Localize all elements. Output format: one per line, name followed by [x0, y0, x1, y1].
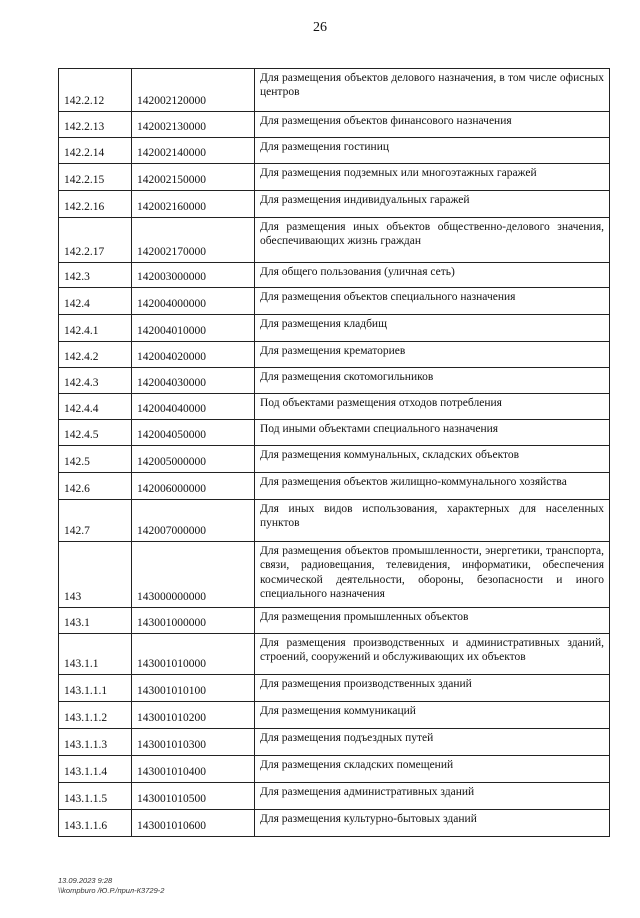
row-description: Для размещения кладбищ [255, 315, 610, 342]
row-code: 142.4.3 [59, 368, 132, 394]
row-description: Для размещения иных объектов общественно-делового значения, обеспечивающих жизнь граждан [255, 218, 610, 263]
table-row [59, 69, 610, 112]
row-code: 143.1 [59, 608, 132, 634]
row-number: 142004030000 [132, 368, 255, 394]
row-description: Для размещения коммунальных, складских объектов [255, 446, 610, 473]
table-row [59, 315, 610, 342]
row-number: 143001010600 [132, 810, 255, 837]
row-description: Для иных видов использования, характерных для населенных пунктов [255, 500, 610, 542]
row-description: Для размещения производственных зданий [255, 675, 610, 702]
row-code: 142.2.15 [59, 164, 132, 191]
table-row [59, 138, 610, 164]
row-code: 143.1.1.5 [59, 783, 132, 810]
table-row [59, 608, 610, 634]
row-code: 142.7 [59, 500, 132, 542]
row-code: 142.4.1 [59, 315, 132, 342]
row-number: 142002120000 [132, 69, 255, 112]
footer-date: 13.09.2023 9:28 [58, 876, 113, 885]
row-description: Под иными объектами специального назначения [255, 420, 610, 446]
row-number: 142004000000 [132, 288, 255, 315]
table-row [59, 288, 610, 315]
table-row [59, 675, 610, 702]
table-row [59, 218, 610, 263]
table-row [59, 729, 610, 756]
row-code: 142.2.16 [59, 191, 132, 218]
row-description: Для размещения культурно-бытовых зданий [255, 810, 610, 837]
row-number: 142002130000 [132, 112, 255, 138]
table-row [59, 368, 610, 394]
table-row [59, 342, 610, 368]
row-description: Для размещения объектов делового назначения, в том числе офисных центров [255, 69, 610, 112]
row-code: 142.4 [59, 288, 132, 315]
row-description: Для размещения коммуникаций [255, 702, 610, 729]
row-description: Для размещения подъездных путей [255, 729, 610, 756]
table-row [59, 634, 610, 675]
row-number: 143001010000 [132, 634, 255, 675]
table-row [59, 394, 610, 420]
row-description: Для общего пользования (уличная сеть) [255, 263, 610, 288]
page-number: 26 [313, 20, 327, 35]
row-code: 142.4.5 [59, 420, 132, 446]
row-number: 143001010100 [132, 675, 255, 702]
row-code: 142.3 [59, 263, 132, 288]
row-description: Для размещения крематориев [255, 342, 610, 368]
row-code: 142.4.4 [59, 394, 132, 420]
table-row [59, 783, 610, 810]
row-description: Под объектами размещения отходов потребления [255, 394, 610, 420]
row-number: 142004050000 [132, 420, 255, 446]
table-row [59, 500, 610, 542]
row-code: 143.1.1 [59, 634, 132, 675]
row-number: 142004020000 [132, 342, 255, 368]
row-description: Для размещения гостиниц [255, 138, 610, 164]
table-body [59, 69, 610, 837]
row-description: Для размещения объектов жилищно-коммунального хозяйства [255, 473, 610, 500]
row-number: 142007000000 [132, 500, 255, 542]
row-description: Для размещения объектов финансового назначения [255, 112, 610, 138]
row-code: 143.1.1.4 [59, 756, 132, 783]
row-code: 142.6 [59, 473, 132, 500]
table-row [59, 446, 610, 473]
row-number: 142004040000 [132, 394, 255, 420]
table-row [59, 810, 610, 837]
table-row [59, 542, 610, 608]
table-row [59, 702, 610, 729]
row-description: Для размещения производственных и административных зданий, строений, сооружений и обслуживающих их объектов [255, 634, 610, 675]
row-description: Для размещения индивидуальных гаражей [255, 191, 610, 218]
row-code: 142.2.12 [59, 69, 132, 112]
row-number: 142005000000 [132, 446, 255, 473]
row-description: Для размещения промышленных объектов [255, 608, 610, 634]
row-code: 143 [59, 542, 132, 608]
row-description: Для размещения административных зданий [255, 783, 610, 810]
row-number: 142004010000 [132, 315, 255, 342]
row-number: 142002170000 [132, 218, 255, 263]
row-number: 143000000000 [132, 542, 255, 608]
row-code: 142.2.14 [59, 138, 132, 164]
row-number: 142002140000 [132, 138, 255, 164]
row-description: Для размещения скотомогильников [255, 368, 610, 394]
row-number: 142002160000 [132, 191, 255, 218]
row-code: 143.1.1.6 [59, 810, 132, 837]
table-row [59, 263, 610, 288]
row-description: Для размещения подземных или многоэтажных гаражей [255, 164, 610, 191]
row-number: 143001010400 [132, 756, 255, 783]
document-footer [58, 876, 164, 896]
row-code: 142.2.17 [59, 218, 132, 263]
row-number: 142002150000 [132, 164, 255, 191]
row-number: 143001010500 [132, 783, 255, 810]
row-description: Для размещения складских помещений [255, 756, 610, 783]
row-number: 143001010200 [132, 702, 255, 729]
table-row [59, 473, 610, 500]
row-number: 143001010300 [132, 729, 255, 756]
row-code: 143.1.1.3 [59, 729, 132, 756]
row-code: 143.1.1.1 [59, 675, 132, 702]
row-code: 142.4.2 [59, 342, 132, 368]
row-number: 142003000000 [132, 263, 255, 288]
row-number: 142006000000 [132, 473, 255, 500]
row-code: 142.2.13 [59, 112, 132, 138]
row-number: 143001000000 [132, 608, 255, 634]
footer-file-path: \\kompburo /Ю.Р./прил-К3729-2 [58, 885, 165, 895]
table-row [59, 191, 610, 218]
table-row [59, 756, 610, 783]
row-code: 143.1.1.2 [59, 702, 132, 729]
table-row [59, 420, 610, 446]
row-code: 142.5 [59, 446, 132, 473]
table-row [59, 164, 610, 191]
row-description: Для размещения объектов промышленности, энергетики, транспорта, связи, радиовещания, телевидения, информатики, обеспечения космической деятельности, обороны, безопасности и иного специального назначения [255, 542, 610, 608]
row-description: Для размещения объектов специального назначения [255, 288, 610, 315]
classification-table [58, 68, 610, 837]
table-row [59, 112, 610, 138]
